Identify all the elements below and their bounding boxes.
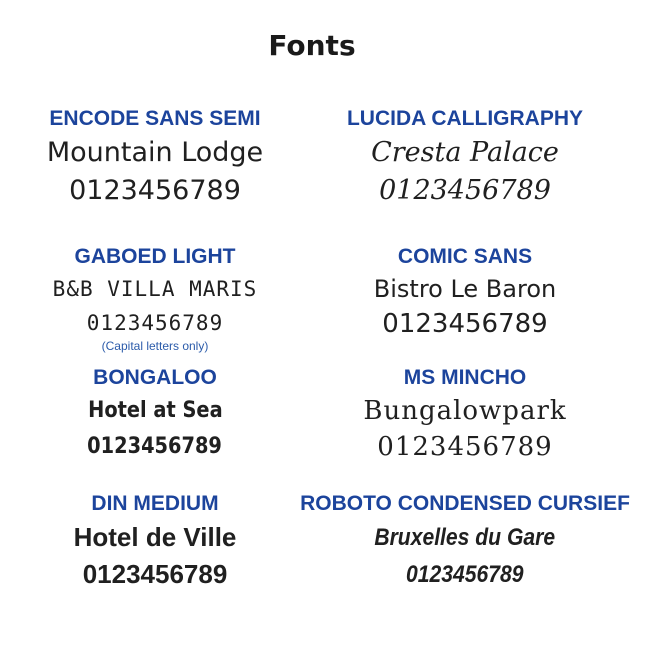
font-block-bongaloo — [10, 365, 300, 463]
page-title: Fonts — [268, 29, 356, 62]
font-name: LUCIDA CALLIGRAPHY — [346, 107, 584, 130]
font-block-encode-sans-semi — [10, 106, 300, 208]
font-sample-digits: 0123456789 — [377, 432, 553, 462]
font-sample-text: Cresta Palace — [371, 137, 559, 168]
font-sample-digits — [10, 431, 300, 463]
font-sample-digits — [298, 558, 632, 591]
font-name: ROBOTO CONDENSED CURSIEF — [300, 492, 630, 515]
font-sample-text-inner: Bruxelles du Gare — [374, 524, 556, 551]
font-name: ENCODE SANS SEMI — [49, 107, 261, 130]
font-name: GABOED LIGHT — [74, 245, 236, 268]
font-sample-text: Hotel de Ville — [73, 522, 237, 552]
font-name: DIN MEDIUM — [91, 492, 219, 515]
font-name: BONGALOO — [93, 366, 217, 389]
font-block-gaboed-light — [10, 244, 300, 354]
font-block-din-medium — [10, 491, 300, 591]
font-sample-text-inner: Hotel at Sea — [87, 398, 223, 423]
font-sample-digits: 0123456789 — [382, 309, 548, 339]
font-sample-digits-inner: 0123456789 — [87, 434, 223, 459]
font-sample-digits: 0123456789 — [86, 311, 224, 335]
font-sample-text — [298, 521, 632, 554]
font-sample-text: Bistro Le Baron — [373, 275, 557, 303]
font-sample-text — [10, 395, 300, 427]
font-sample-text: Mountain Lodge — [46, 137, 264, 168]
font-name: MS MINCHO — [403, 366, 527, 389]
font-block-comic-sans — [298, 244, 632, 340]
font-sample-digits-inner: 0123456789 — [406, 561, 524, 588]
font-sample-digits: 0123456789 — [82, 559, 228, 589]
font-block-roboto-condensed-cursief — [298, 491, 632, 591]
font-sample-text: Bungalowpark — [363, 396, 567, 426]
font-sample-digits: 0123456789 — [69, 175, 241, 206]
font-block-ms-mincho — [298, 365, 632, 463]
font-sample-text: B&B VILLA MARIS — [52, 277, 258, 301]
font-name: COMIC SANS — [397, 245, 533, 268]
font-block-lucida-calligraphy — [298, 106, 632, 208]
font-sample-digits: 0123456789 — [379, 175, 551, 206]
font-note: (Capital letters only) — [101, 339, 209, 353]
